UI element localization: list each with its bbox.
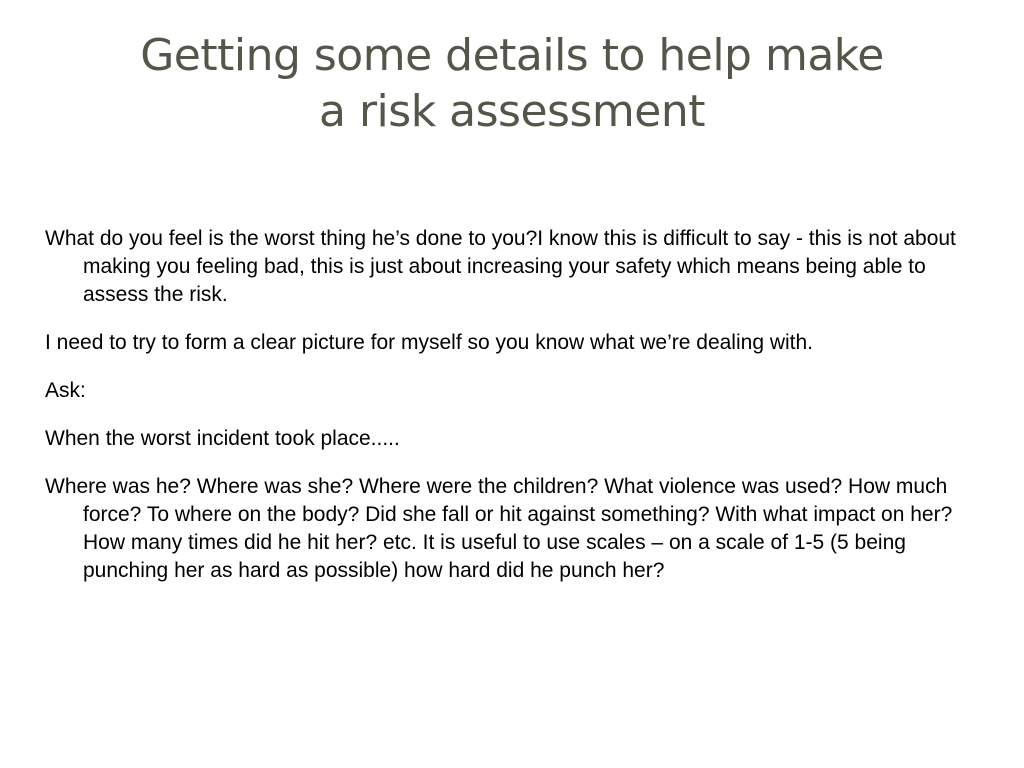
body-paragraph-worst-thing: What do you feel is the worst thing he’s done to you?I know this is difficult to say - this is not about making you feeling bad, this is just about increasing your safety which means being able to assess the risk. (45, 227, 956, 306)
body-paragraph-questions: Where was he? Where was she? Where were the children? What violence was used? How much force? To where on the body? Did she fall or hit against something? With what impact on her? How many times did he hit her? etc. It is useful to use scales – on a scale of 1-5 (5 being punching her as hard as possible) how hard did he punch her? (45, 475, 953, 582)
slide-body (45, 225, 995, 605)
slide-title (40, 28, 984, 140)
body-paragraph-clear-picture: I need to try to form a clear picture for myself so you know what we’re dealing with. (45, 331, 814, 354)
slide-title-line-1: Getting some details to help make (140, 30, 884, 81)
body-paragraph-ask: Ask: (45, 379, 86, 402)
body-paragraph-worst-incident: When the worst incident took place..... (45, 427, 400, 450)
slide-title-line-2: a risk assessment (319, 86, 705, 137)
